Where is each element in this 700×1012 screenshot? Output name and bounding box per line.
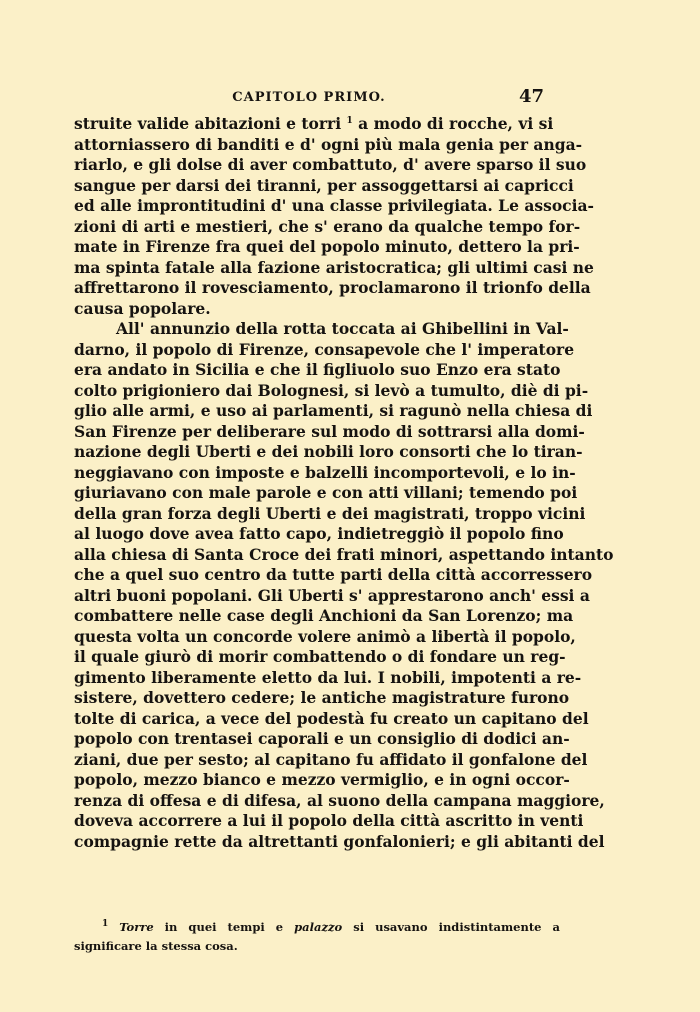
- footnote-line-2: significare la stessa cosa.: [74, 939, 238, 953]
- text-line-32: ziani, due per sesto; al capitano fu affidato il gonfalone del: [74, 749, 588, 769]
- chapter-title: CAPITOLO PRIMO.: [232, 90, 386, 105]
- text-line-30: tolte di carica, a vece del podestà fu creato un capitano del: [74, 708, 589, 728]
- text-line-23: che a quel suo centro da tutte parti della città accorressero: [74, 565, 593, 584]
- footnote: [74, 918, 560, 956]
- text-line-8: ma spinta fatale alla fazione aristocratica; gli ultimi casi ne: [74, 257, 594, 277]
- text-line-27: il quale giurò di morir combattendo o di fondare un reg-: [74, 647, 566, 666]
- footnote-reference[interactable]: 1: [346, 115, 353, 126]
- text-line-15: glio alle armi, e uso ai parlamenti, si ragunò nella chiesa di: [74, 401, 593, 420]
- footnote-line-1: $^1$ Torre in quei tempi e palazzo si usavano indistintamente a: [102, 919, 560, 934]
- text-line-12: darno, il popolo di Firenze, consapevole che l' imperatore: [74, 339, 575, 359]
- text-line-29: sistere, dovettero cedere; le antiche magistrature furono: [74, 688, 570, 707]
- text-line-19: giuriavano con male parole e con atti villani; temendo poi: [74, 483, 578, 502]
- body-text: [74, 114, 614, 852]
- text-line-2: attorniassero di banditi e d' ogni più mala genia per anga-: [74, 134, 583, 154]
- text-line-21: al luogo dove avea fatto capo, indietreggiò il popolo fino: [74, 524, 564, 543]
- text-line-6: zioni di arti e mestieri, che s' erano da qualche tempo for-: [74, 216, 581, 236]
- text-line-33: popolo, mezzo bianco e mezzo vermiglio, e in ogni occor-: [74, 770, 570, 789]
- footnote-term-torre: Torre: [119, 920, 154, 934]
- text-line-22: alla chiesa di Santa Croce dei frati minori, aspettando intanto: [74, 544, 614, 564]
- text-line-4: sangue per darsi dei tiranni, per assoggettarsi ai capricci: [74, 175, 574, 195]
- text-line-31: popolo con trentasei caporali e un consiglio di dodici an-: [74, 729, 570, 748]
- text-line-13: era andato in Sicilia e che il figliuolo suo Enzo era stato: [74, 360, 561, 379]
- text-line-28: gimento liberamente eletto da lui. I nobili, impotenti a re-: [74, 667, 582, 687]
- text-line-11: All' annunzio della rotta toccata ai Ghibellini in Val-: [116, 319, 569, 338]
- text-line-7: mate in Firenze fra quei del popolo minuto, dettero la pri-: [74, 237, 580, 256]
- text-line-25: combattere nelle case degli Anchioni da San Lorenzo; ma: [74, 606, 574, 625]
- footnote-marker: 1: [102, 919, 109, 930]
- text-line-5: ed alle improntitudini d' una classe privilegiata. Le associa-: [74, 196, 594, 215]
- text-line-36: compagnie rette da altrettanti gonfalonieri; e gli abitanti del: [74, 831, 605, 851]
- text-line-16: San Firenze per deliberare sul modo di sottrarsi alla domi-: [74, 421, 585, 441]
- running-head: [74, 86, 544, 110]
- text-line-3: riarlo, e gli dolse di aver combattuto, d' avere sparso il suo: [74, 155, 587, 174]
- page-number: 47: [518, 86, 544, 107]
- text-line-18: neggiavano con imposte e balzelli incomportevoli, e lo in-: [74, 462, 576, 482]
- text-line-35: doveva accorrere a lui il popolo della città ascritto in venti: [74, 811, 584, 830]
- text-line-14: colto prigioniero dai Bolognesi, si levò a tumulto, diè di pi-: [74, 380, 589, 400]
- text-line-10: causa popolare.: [74, 298, 211, 318]
- text-line-24: altri buoni popolani. Gli Uberti s' apprestarono anch' essi a: [74, 585, 590, 605]
- text-line-34: renza di offesa e di difesa, al suono della campana maggiore,: [74, 790, 605, 810]
- text-line-9: affrettarono il rovesciamento, proclamarono il trionfo della: [74, 278, 591, 297]
- footnote-term-palazzo: palazzo: [294, 920, 343, 934]
- text-line-1: struite valide abitazioni e torri $^1$ a modo di rocche, vi si: [74, 114, 554, 133]
- text-line-26: questa volta un concorde volere animò a libertà il popolo,: [74, 626, 576, 646]
- text-line-17: nazione degli Uberti e dei nobili loro consorti che lo tiran-: [74, 442, 583, 461]
- text-line-20: della gran forza degli Uberti e dei magistrati, troppo vicini: [74, 503, 586, 523]
